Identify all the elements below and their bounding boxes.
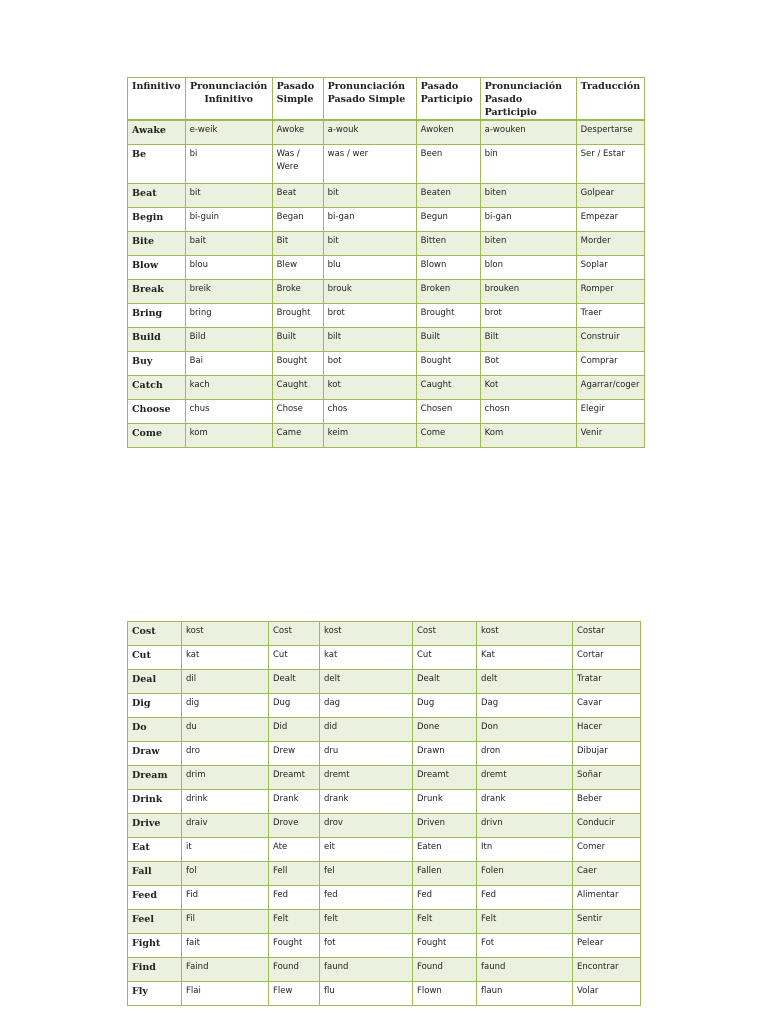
table-row xyxy=(128,814,641,838)
cell-traduccion: Caer xyxy=(573,862,641,886)
cell-pron-pasado-simple: delt xyxy=(320,670,413,694)
cell-pasado-participio: Flown xyxy=(413,982,477,1006)
cell-infinitivo: Bring xyxy=(128,303,186,327)
cell-pasado-simple: Caught xyxy=(272,375,323,399)
cell-pasado-simple: Fell xyxy=(269,862,320,886)
cell-pasado-simple: Flew xyxy=(269,982,320,1006)
cell-pasado-participio: Built xyxy=(416,327,480,351)
cell-pron-infinitivo: kach xyxy=(185,375,272,399)
cell-pron-pasado-simple: brot xyxy=(323,303,416,327)
cell-pron-pasado-simple: a-wouk xyxy=(323,120,416,144)
cell-infinitivo: Buy xyxy=(128,351,186,375)
cell-pron-pasado-participio: faund xyxy=(477,958,573,982)
cell-pron-pasado-simple: bit xyxy=(323,231,416,255)
table-row xyxy=(128,646,641,670)
cell-pron-pasado-simple: blu xyxy=(323,255,416,279)
cell-infinitivo: Do xyxy=(128,718,182,742)
cell-traduccion: Soplar xyxy=(576,255,645,279)
table-row xyxy=(128,958,641,982)
cell-infinitivo: Blow xyxy=(128,255,186,279)
table-row xyxy=(128,255,645,279)
cell-infinitivo: Catch xyxy=(128,375,186,399)
cell-pasado-simple: Dug xyxy=(269,694,320,718)
verb-table-2 xyxy=(127,621,641,1006)
cell-pron-infinitivo: Bai xyxy=(185,351,272,375)
cell-pron-infinitivo: dig xyxy=(182,694,269,718)
header-pasado-participio: Pasado Participio xyxy=(416,78,480,121)
cell-pron-pasado-simple: faund xyxy=(320,958,413,982)
cell-pron-pasado-participio: delt xyxy=(477,670,573,694)
cell-pron-pasado-participio: drank xyxy=(477,790,573,814)
cell-traduccion: Beber xyxy=(573,790,641,814)
header-pron-pasado-simple: Pronunciación Pasado Simple xyxy=(323,78,416,121)
cell-pasado-simple: Fed xyxy=(269,886,320,910)
cell-pron-infinitivo: blou xyxy=(185,255,272,279)
table-row xyxy=(128,303,645,327)
cell-pasado-simple: Drank xyxy=(269,790,320,814)
cell-pron-pasado-participio: Folen xyxy=(477,862,573,886)
cell-pasado-participio: Blown xyxy=(416,255,480,279)
cell-infinitivo: Feed xyxy=(128,886,182,910)
table-1-body xyxy=(128,120,645,447)
cell-pron-pasado-participio: Don xyxy=(477,718,573,742)
cell-pron-infinitivo: e-weik xyxy=(185,120,272,144)
cell-traduccion: Soñar xyxy=(573,766,641,790)
cell-infinitivo: Drive xyxy=(128,814,182,838)
cell-pron-pasado-simple: kot xyxy=(323,375,416,399)
cell-pron-pasado-participio: Felt xyxy=(477,910,573,934)
cell-pron-pasado-participio: dremt xyxy=(477,766,573,790)
cell-pasado-simple: Bought xyxy=(272,351,323,375)
cell-pasado-simple: Cost xyxy=(269,622,320,646)
cell-pasado-simple: Ate xyxy=(269,838,320,862)
cell-pron-pasado-simple: brouk xyxy=(323,279,416,303)
cell-pron-infinitivo: draiv xyxy=(182,814,269,838)
cell-infinitivo: Be xyxy=(128,144,186,183)
cell-pasado-simple: Beat xyxy=(272,183,323,207)
cell-traduccion: Ser / Estar xyxy=(576,144,645,183)
cell-pron-pasado-simple: was / wer xyxy=(323,144,416,183)
cell-pasado-participio: Fed xyxy=(413,886,477,910)
cell-pron-pasado-participio: biten xyxy=(480,231,576,255)
table-row xyxy=(128,622,641,646)
cell-infinitivo: Draw xyxy=(128,742,182,766)
table-row xyxy=(128,399,645,423)
cell-pron-pasado-simple: fed xyxy=(320,886,413,910)
header-pron-infinitivo: Pronunciación Infinitivo xyxy=(185,78,272,121)
cell-pron-infinitivo: Faind xyxy=(182,958,269,982)
cell-traduccion: Agarrar/coger xyxy=(576,375,645,399)
cell-pron-infinitivo: bait xyxy=(185,231,272,255)
cell-pasado-participio: Dealt xyxy=(413,670,477,694)
cell-pasado-participio: Bitten xyxy=(416,231,480,255)
cell-pasado-simple: Broke xyxy=(272,279,323,303)
cell-pasado-participio: Awoken xyxy=(416,120,480,144)
cell-pron-pasado-participio: drivn xyxy=(477,814,573,838)
cell-pron-pasado-simple: flu xyxy=(320,982,413,1006)
cell-pron-infinitivo: breik xyxy=(185,279,272,303)
cell-pron-pasado-simple: bilt xyxy=(323,327,416,351)
cell-pasado-participio: Fought xyxy=(413,934,477,958)
cell-pron-pasado-participio: Kot xyxy=(480,375,576,399)
cell-pasado-simple: Brought xyxy=(272,303,323,327)
cell-pron-pasado-participio: blon xyxy=(480,255,576,279)
cell-infinitivo: Cut xyxy=(128,646,182,670)
cell-pron-infinitivo: kom xyxy=(185,423,272,447)
cell-pron-infinitivo: du xyxy=(182,718,269,742)
cell-pasado-participio: Felt xyxy=(413,910,477,934)
table-row xyxy=(128,790,641,814)
cell-pasado-participio: Chosen xyxy=(416,399,480,423)
cell-traduccion: Alimentar xyxy=(573,886,641,910)
cell-infinitivo: Fly xyxy=(128,982,182,1006)
cell-traduccion: Elegir xyxy=(576,399,645,423)
table-row xyxy=(128,886,641,910)
cell-pasado-simple: Dealt xyxy=(269,670,320,694)
cell-traduccion: Despertarse xyxy=(576,120,645,144)
cell-pron-pasado-simple: kost xyxy=(320,622,413,646)
cell-pasado-simple: Found xyxy=(269,958,320,982)
cell-infinitivo: Come xyxy=(128,423,186,447)
cell-pron-infinitivo: Flai xyxy=(182,982,269,1006)
header-row xyxy=(128,78,645,121)
cell-pasado-simple: Drove xyxy=(269,814,320,838)
table-row xyxy=(128,327,645,351)
cell-traduccion: Golpear xyxy=(576,183,645,207)
cell-traduccion: Romper xyxy=(576,279,645,303)
cell-pron-pasado-participio: Kat xyxy=(477,646,573,670)
cell-infinitivo: Dream xyxy=(128,766,182,790)
cell-pasado-participio: Done xyxy=(413,718,477,742)
cell-pasado-participio: Beaten xyxy=(416,183,480,207)
cell-pron-infinitivo: bi xyxy=(185,144,272,183)
table-row xyxy=(128,120,645,144)
cell-pasado-participio: Been xyxy=(416,144,480,183)
cell-pasado-participio: Dug xyxy=(413,694,477,718)
cell-infinitivo: Eat xyxy=(128,838,182,862)
cell-pron-pasado-simple: eit xyxy=(320,838,413,862)
cell-pron-pasado-participio: bi-gan xyxy=(480,207,576,231)
cell-traduccion: Cavar xyxy=(573,694,641,718)
cell-pron-pasado-simple: chos xyxy=(323,399,416,423)
cell-traduccion: Morder xyxy=(576,231,645,255)
cell-pron-pasado-simple: dremt xyxy=(320,766,413,790)
cell-pron-pasado-simple: bit xyxy=(323,183,416,207)
cell-traduccion: Empezar xyxy=(576,207,645,231)
cell-pasado-simple: Drew xyxy=(269,742,320,766)
cell-pron-pasado-participio: chosn xyxy=(480,399,576,423)
cell-pasado-simple: Bit xyxy=(272,231,323,255)
cell-traduccion: Venir xyxy=(576,423,645,447)
cell-infinitivo: Break xyxy=(128,279,186,303)
table-row xyxy=(128,183,645,207)
cell-pron-pasado-simple: did xyxy=(320,718,413,742)
table-row xyxy=(128,766,641,790)
cell-pron-pasado-participio: Bilt xyxy=(480,327,576,351)
header-pasado-simple: Pasado Simple xyxy=(272,78,323,121)
cell-pasado-participio: Fallen xyxy=(413,862,477,886)
cell-pron-pasado-simple: kat xyxy=(320,646,413,670)
table-row xyxy=(128,934,641,958)
cell-pron-pasado-simple: drov xyxy=(320,814,413,838)
cell-pasado-participio: Cut xyxy=(413,646,477,670)
table-row xyxy=(128,982,641,1006)
table-row xyxy=(128,838,641,862)
cell-pron-infinitivo: Fid xyxy=(182,886,269,910)
verb-table-1 xyxy=(127,77,645,448)
cell-pasado-participio: Driven xyxy=(413,814,477,838)
cell-traduccion: Encontrar xyxy=(573,958,641,982)
cell-pasado-participio: Drunk xyxy=(413,790,477,814)
cell-pron-pasado-simple: bi-gan xyxy=(323,207,416,231)
cell-traduccion: Construir xyxy=(576,327,645,351)
table-row xyxy=(128,279,645,303)
cell-pron-pasado-simple: fel xyxy=(320,862,413,886)
cell-pron-pasado-participio: kost xyxy=(477,622,573,646)
table-row xyxy=(128,670,641,694)
table-row xyxy=(128,910,641,934)
cell-pron-pasado-participio: flaun xyxy=(477,982,573,1006)
table-2-body xyxy=(128,622,641,1006)
cell-pasado-participio: Drawn xyxy=(413,742,477,766)
cell-pasado-simple: Cut xyxy=(269,646,320,670)
cell-traduccion: Volar xyxy=(573,982,641,1006)
cell-pasado-simple: Blew xyxy=(272,255,323,279)
cell-pron-pasado-participio: Fed xyxy=(477,886,573,910)
cell-pron-pasado-participio: Dag xyxy=(477,694,573,718)
cell-pasado-participio: Bought xyxy=(416,351,480,375)
header-infinitivo: Infinitivo xyxy=(128,78,186,121)
cell-pron-infinitivo: fol xyxy=(182,862,269,886)
cell-traduccion: Conducir xyxy=(573,814,641,838)
cell-infinitivo: Begin xyxy=(128,207,186,231)
cell-pasado-simple: Did xyxy=(269,718,320,742)
table-row xyxy=(128,694,641,718)
table-row xyxy=(128,742,641,766)
cell-pron-infinitivo: Bild xyxy=(185,327,272,351)
table-row xyxy=(128,144,645,183)
cell-pasado-simple: Built xyxy=(272,327,323,351)
cell-traduccion: Pelear xyxy=(573,934,641,958)
table-row xyxy=(128,207,645,231)
cell-pasado-simple: Dreamt xyxy=(269,766,320,790)
cell-infinitivo: Bite xyxy=(128,231,186,255)
cell-pron-pasado-simple: bot xyxy=(323,351,416,375)
cell-pasado-simple: Began xyxy=(272,207,323,231)
cell-infinitivo: Drink xyxy=(128,790,182,814)
table-row xyxy=(128,718,641,742)
cell-pron-pasado-participio: brouken xyxy=(480,279,576,303)
cell-traduccion: Tratar xyxy=(573,670,641,694)
table-row xyxy=(128,375,645,399)
cell-pron-pasado-simple: keim xyxy=(323,423,416,447)
table-row xyxy=(128,351,645,375)
cell-pasado-participio: Found xyxy=(413,958,477,982)
cell-pasado-simple: Awoke xyxy=(272,120,323,144)
cell-pron-pasado-simple: fot xyxy=(320,934,413,958)
cell-traduccion: Cortar xyxy=(573,646,641,670)
cell-pasado-participio: Begun xyxy=(416,207,480,231)
cell-infinitivo: Cost xyxy=(128,622,182,646)
cell-pron-pasado-participio: Fot xyxy=(477,934,573,958)
cell-pasado-simple: Felt xyxy=(269,910,320,934)
cell-pasado-participio: Brought xyxy=(416,303,480,327)
cell-pron-pasado-participio: Itn xyxy=(477,838,573,862)
cell-pasado-participio: Broken xyxy=(416,279,480,303)
cell-infinitivo: Find xyxy=(128,958,182,982)
cell-infinitivo: Deal xyxy=(128,670,182,694)
cell-pron-infinitivo: Fil xyxy=(182,910,269,934)
cell-pron-pasado-simple: drank xyxy=(320,790,413,814)
table-row xyxy=(128,862,641,886)
cell-infinitivo: Dig xyxy=(128,694,182,718)
cell-pron-pasado-participio: bin xyxy=(480,144,576,183)
cell-traduccion: Traer xyxy=(576,303,645,327)
cell-infinitivo: Build xyxy=(128,327,186,351)
cell-pron-infinitivo: chus xyxy=(185,399,272,423)
header-traduccion: Traducción xyxy=(576,78,645,121)
cell-traduccion: Hacer xyxy=(573,718,641,742)
table-row xyxy=(128,231,645,255)
cell-pron-pasado-simple: dru xyxy=(320,742,413,766)
cell-infinitivo: Choose xyxy=(128,399,186,423)
cell-pron-infinitivo: dro xyxy=(182,742,269,766)
cell-pasado-participio: Dreamt xyxy=(413,766,477,790)
cell-pasado-simple: Fought xyxy=(269,934,320,958)
cell-pron-infinitivo: fait xyxy=(182,934,269,958)
cell-pron-infinitivo: kat xyxy=(182,646,269,670)
cell-traduccion: Comer xyxy=(573,838,641,862)
cell-pron-infinitivo: bi-guin xyxy=(185,207,272,231)
cell-pron-pasado-participio: Kom xyxy=(480,423,576,447)
cell-pron-infinitivo: kost xyxy=(182,622,269,646)
cell-pron-infinitivo: it xyxy=(182,838,269,862)
cell-pron-infinitivo: bit xyxy=(185,183,272,207)
cell-traduccion: Sentir xyxy=(573,910,641,934)
cell-traduccion: Comprar xyxy=(576,351,645,375)
cell-traduccion: Dibujar xyxy=(573,742,641,766)
cell-infinitivo: Awake xyxy=(128,120,186,144)
cell-pron-pasado-participio: dron xyxy=(477,742,573,766)
cell-pron-pasado-participio: biten xyxy=(480,183,576,207)
cell-infinitivo: Fall xyxy=(128,862,182,886)
table-row xyxy=(128,423,645,447)
cell-infinitivo: Fight xyxy=(128,934,182,958)
cell-infinitivo: Beat xyxy=(128,183,186,207)
cell-pron-infinitivo: dil xyxy=(182,670,269,694)
header-pron-pasado-participio: Pronunciación Pasado Participio xyxy=(480,78,576,121)
cell-traduccion: Costar xyxy=(573,622,641,646)
cell-pron-pasado-participio: a-wouken xyxy=(480,120,576,144)
cell-pron-infinitivo: drim xyxy=(182,766,269,790)
cell-pasado-simple: Came xyxy=(272,423,323,447)
cell-pasado-participio: Come xyxy=(416,423,480,447)
cell-pasado-participio: Caught xyxy=(416,375,480,399)
cell-pron-pasado-participio: Bot xyxy=(480,351,576,375)
cell-pasado-simple: Chose xyxy=(272,399,323,423)
cell-pasado-simple: Was / Were xyxy=(272,144,323,183)
cell-infinitivo: Feel xyxy=(128,910,182,934)
cell-pasado-participio: Cost xyxy=(413,622,477,646)
cell-pron-pasado-participio: brot xyxy=(480,303,576,327)
cell-pron-infinitivo: bring xyxy=(185,303,272,327)
cell-pasado-participio: Eaten xyxy=(413,838,477,862)
cell-pron-pasado-simple: dag xyxy=(320,694,413,718)
cell-pron-infinitivo: drink xyxy=(182,790,269,814)
cell-pron-pasado-simple: felt xyxy=(320,910,413,934)
